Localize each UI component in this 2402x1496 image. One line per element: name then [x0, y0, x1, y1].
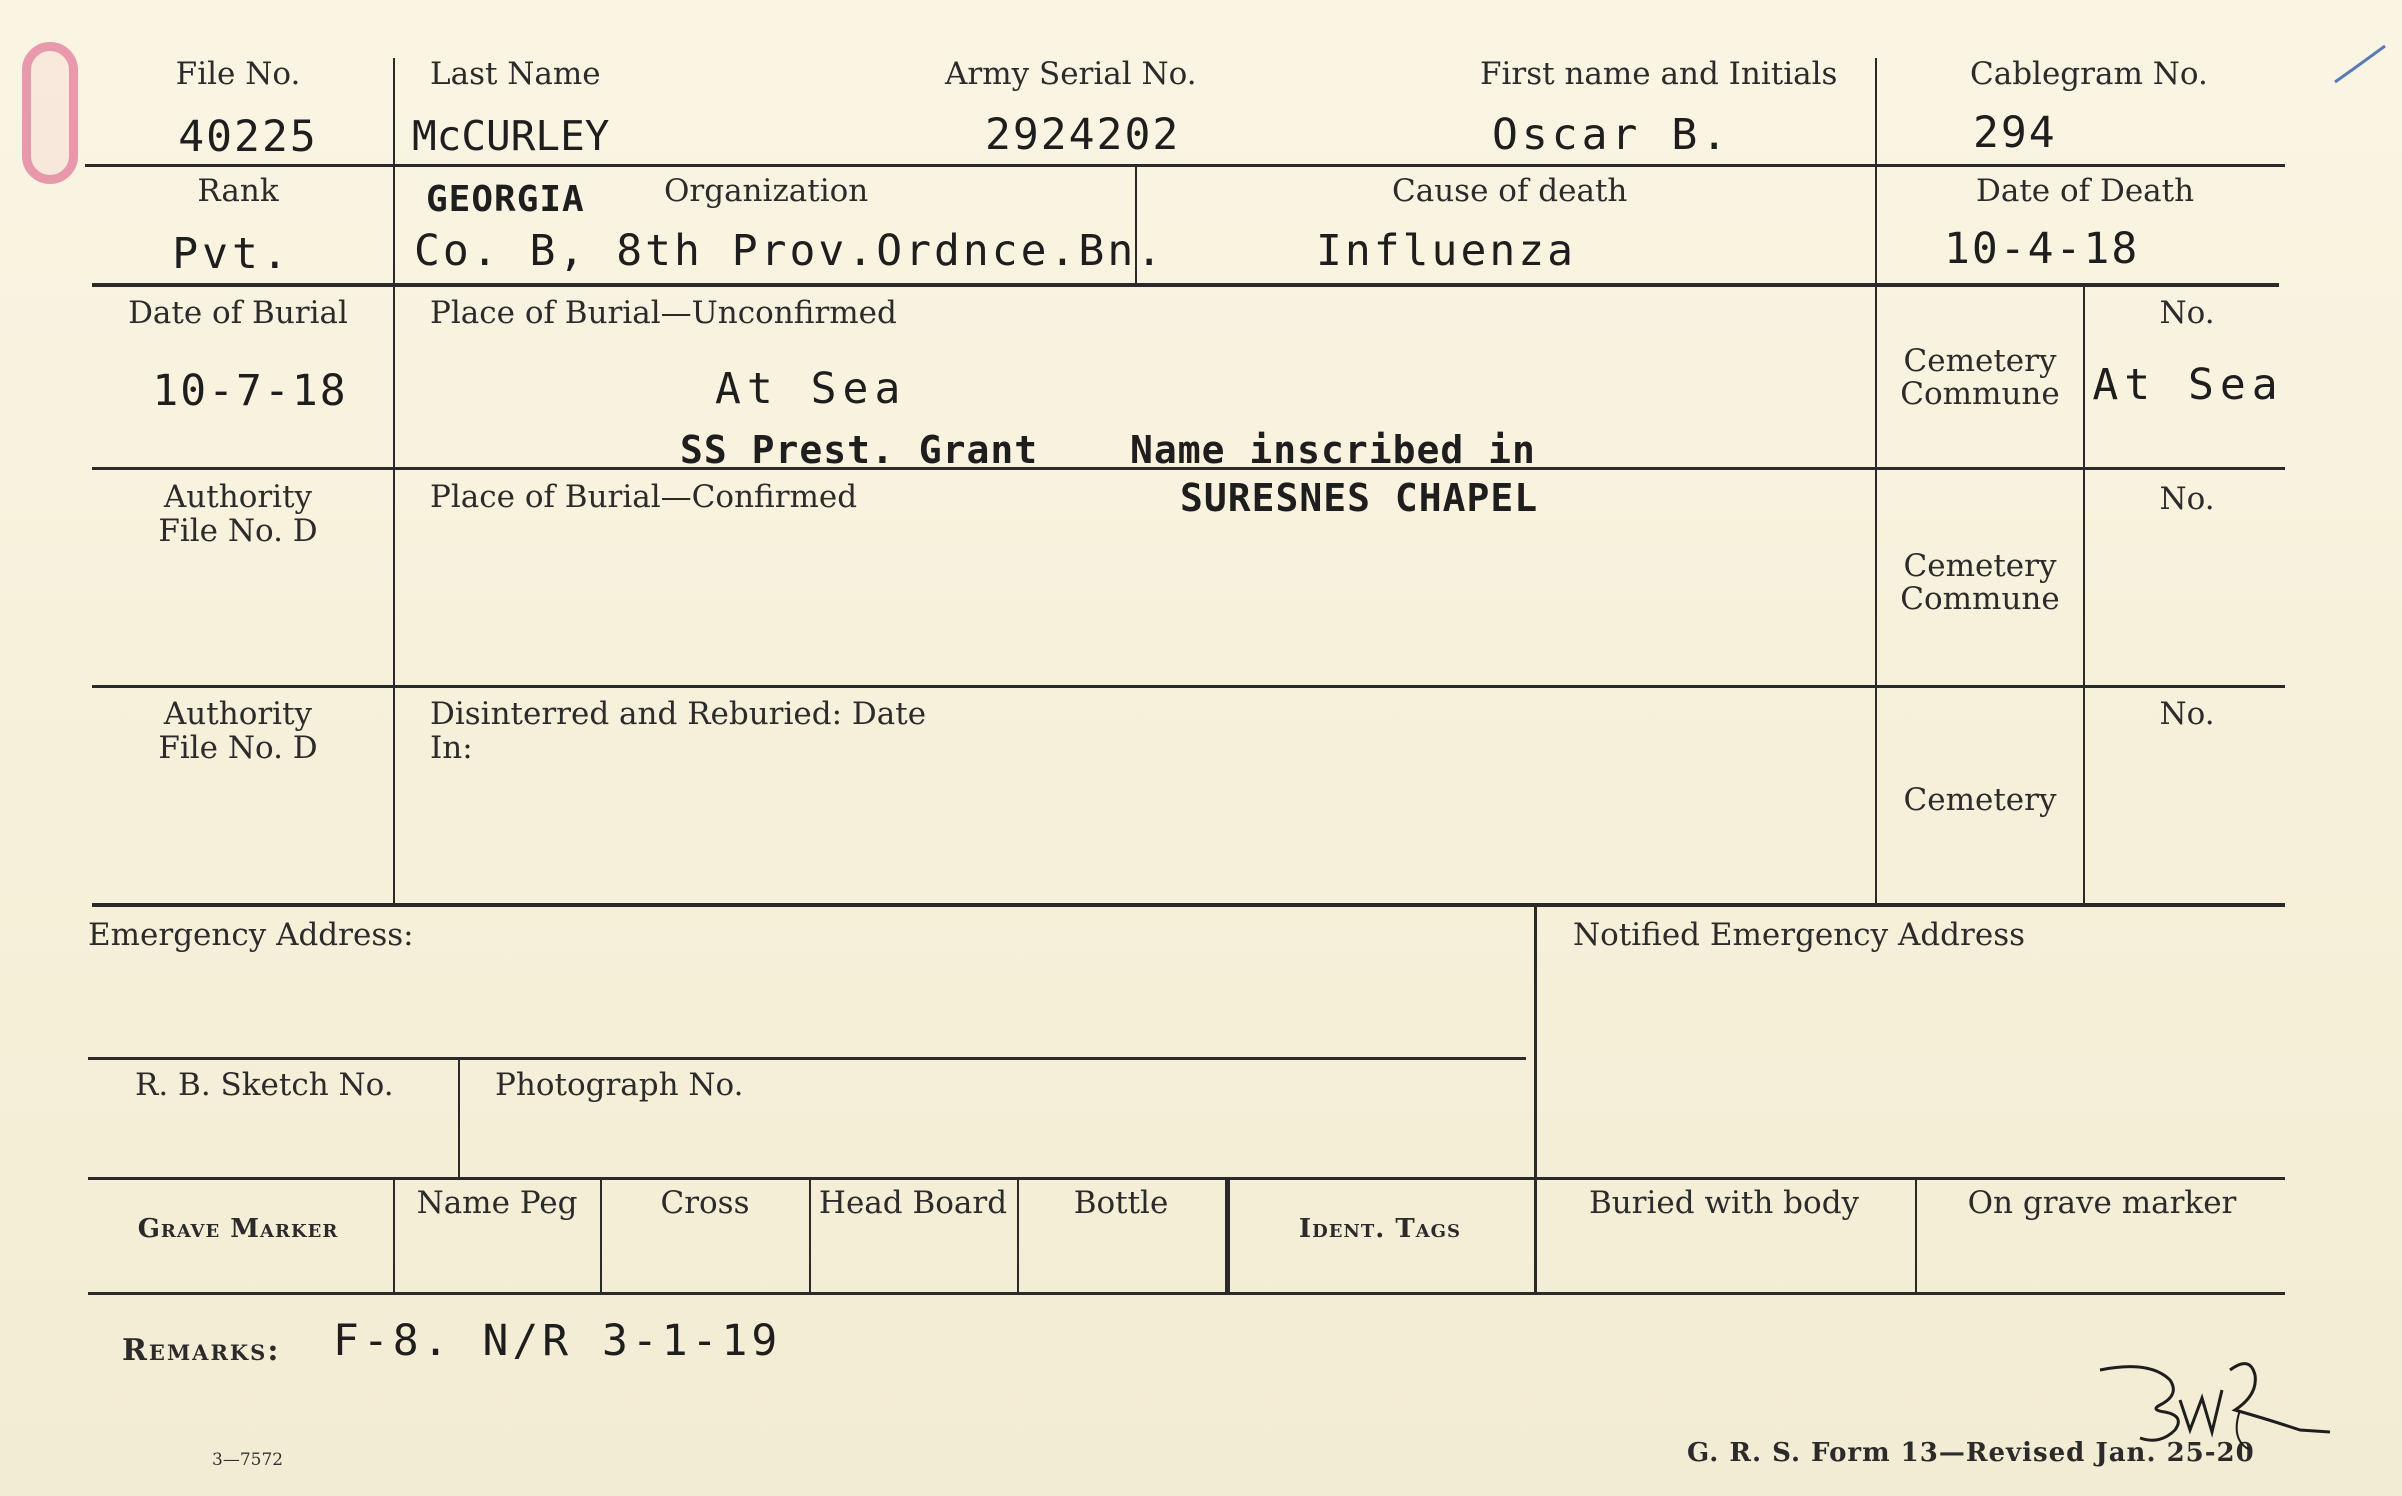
- disinterred-label: Disinterred and Reburied: Date: [430, 696, 927, 732]
- date-of-burial-label: Date of Burial: [128, 295, 348, 331]
- vrule-header-1: [393, 58, 395, 166]
- photograph-no-label: Photograph No.: [495, 1067, 744, 1103]
- grave-marker-label: Grave Marker: [137, 1214, 339, 1244]
- rank-label: Rank: [197, 173, 279, 209]
- commune-label-2: Commune: [1900, 581, 2060, 617]
- organization-label: Organization: [664, 173, 869, 209]
- rule-header-bottom: [85, 164, 2285, 167]
- vrule-row2-3: [1875, 166, 1877, 285]
- cemetery-label-1: Cemetery: [1903, 343, 2057, 379]
- vrule-sketch-split: [458, 1060, 460, 1177]
- cause-of-death-label: Cause of death: [1392, 173, 1628, 209]
- rule-row2-bottom: [92, 283, 2279, 287]
- place-unconfirmed-label: Place of Burial—Unconfirmed: [430, 295, 897, 331]
- vrule-marker-1: [393, 1180, 395, 1292]
- file-no-d-label-1: File No. D: [158, 513, 318, 549]
- name-peg-label: Name Peg: [416, 1185, 578, 1221]
- file-no-label: File No.: [175, 56, 301, 92]
- authority-label-1: Authority: [163, 479, 313, 515]
- vrule-marker-5: [1225, 1180, 1230, 1292]
- commune-label-1: Commune: [1900, 376, 2060, 412]
- pink-stamp-mark: [22, 42, 78, 184]
- ident-tags-label: Ident. Tags: [1298, 1214, 1462, 1244]
- rule-disinterred-bottom: [92, 903, 2285, 907]
- buried-with-body-label: Buried with body: [1588, 1185, 1860, 1221]
- vrule-marker-7: [1915, 1180, 1917, 1292]
- no-label-2: No.: [2159, 481, 2215, 517]
- form-identifier: G. R. S. Form 13—Revised Jan. 25-20: [1687, 1438, 2255, 1468]
- first-name-value: Oscar B.: [1492, 110, 1732, 160]
- check-mark-icon: [2330, 40, 2390, 90]
- cablegram-label: Cablegram No.: [1970, 56, 2208, 92]
- vrule-row2-1: [393, 166, 395, 285]
- rule-confirmed-bottom: [92, 685, 2285, 688]
- place-confirmed-label: Place of Burial—Confirmed: [430, 479, 858, 515]
- ship-value: SS Prest. Grant: [680, 428, 1039, 472]
- cemetery-label-3: Cemetery: [1903, 782, 2057, 818]
- vrule-cemetery: [1875, 287, 1877, 905]
- cemetery-label-2: Cemetery: [1903, 548, 2057, 584]
- sketch-no-label: R. B. Sketch No.: [135, 1067, 394, 1103]
- organization-value: Co. B, 8th Prov.Ordnce.Bn.: [414, 226, 1166, 276]
- vrule-header-2: [1875, 58, 1877, 166]
- vrule-left-main: [393, 287, 395, 905]
- state-stamp: GEORGIA: [426, 179, 585, 220]
- vrule-marker-4: [1017, 1180, 1019, 1292]
- name-inscribed-value: Name inscribed in: [1130, 428, 1536, 472]
- date-of-burial-value: 10-7-18: [152, 366, 348, 416]
- file-no-d-label-2: File No. D: [158, 730, 318, 766]
- on-grave-marker-label: On grave marker: [1967, 1185, 2237, 1221]
- vrule-marker-6: [1534, 1180, 1536, 1292]
- print-number: 3—7572: [212, 1450, 284, 1470]
- burial-place-value: At Sea: [715, 364, 907, 414]
- date-of-death-label: Date of Death: [1976, 173, 2195, 209]
- rule-emergency-bottom: [88, 1057, 1526, 1060]
- handwritten-initials-signature: [2090, 1350, 2340, 1470]
- vrule-marker-3: [809, 1180, 811, 1292]
- no-label-1: No.: [2159, 295, 2215, 331]
- emergency-address-label: Emergency Address:: [88, 917, 414, 953]
- last-name-label: Last Name: [430, 56, 601, 92]
- bottle-label: Bottle: [1073, 1185, 1169, 1221]
- notified-address-label: Notified Emergency Address: [1573, 917, 2026, 953]
- first-name-label: First name and Initials: [1480, 56, 1838, 92]
- chapel-value: SURESNES CHAPEL: [1180, 476, 1539, 520]
- rank-value: Pvt.: [172, 229, 292, 279]
- serial-label: Army Serial No.: [945, 56, 1197, 92]
- head-board-label: Head Board: [818, 1185, 1008, 1221]
- cablegram-value: 294: [1973, 108, 2057, 158]
- authority-label-2: Authority: [163, 696, 313, 732]
- remarks-value: F-8. N/R 3-1-19: [333, 1316, 782, 1366]
- vrule-no: [2083, 287, 2085, 905]
- remarks-label: Remarks:: [122, 1333, 281, 1368]
- rule-markers-bottom: [88, 1292, 2285, 1295]
- cause-of-death-value: Influenza: [1316, 226, 1576, 276]
- disinterred-in-label: In:: [430, 730, 473, 766]
- last-name-value: McCURLEY: [412, 112, 610, 160]
- serial-value: 2924202: [985, 110, 1181, 160]
- vrule-marker-2: [600, 1180, 602, 1292]
- cross-label: Cross: [660, 1185, 750, 1221]
- rule-sketch-bottom: [88, 1177, 2285, 1180]
- file-no-value: 40225: [178, 112, 318, 162]
- no-label-3: No.: [2159, 696, 2215, 732]
- date-of-death-value: 10-4-18: [1944, 224, 2140, 274]
- no-value-1: At Sea: [2092, 360, 2284, 410]
